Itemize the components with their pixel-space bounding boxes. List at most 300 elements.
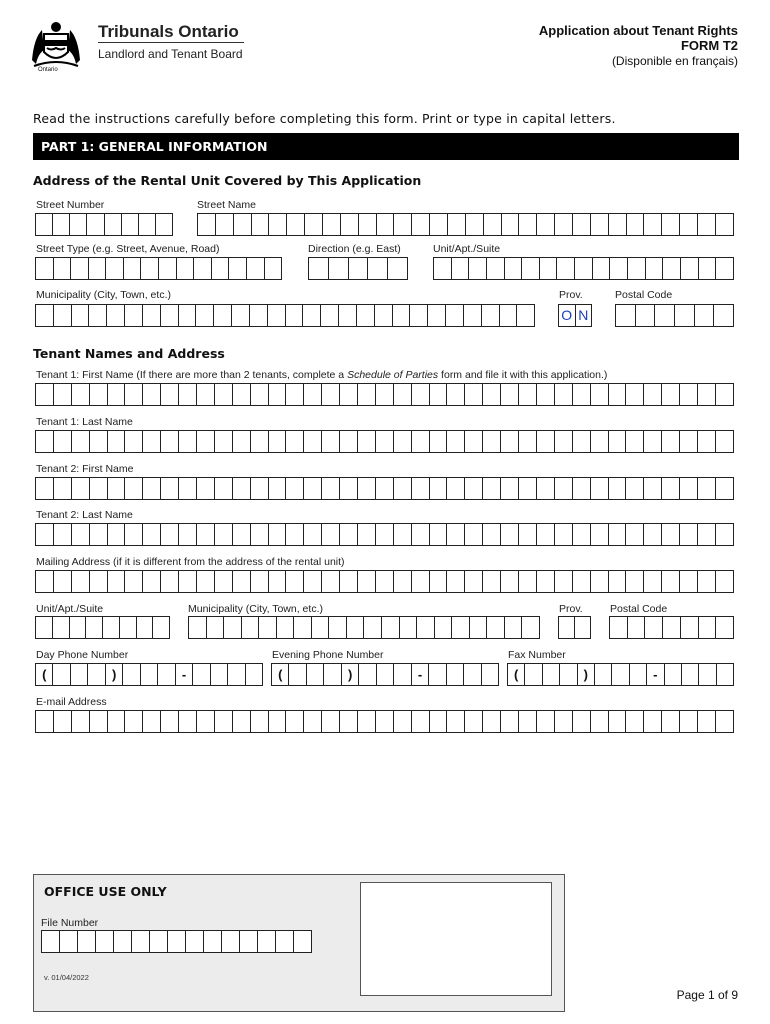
char-box <box>36 571 54 592</box>
char-box <box>430 524 448 545</box>
char-box <box>716 258 733 279</box>
char-box <box>215 571 233 592</box>
char-box <box>376 711 394 732</box>
char-box <box>644 431 662 452</box>
char-box <box>537 571 555 592</box>
char-box <box>72 478 90 499</box>
char-box <box>322 431 340 452</box>
char-box: ) <box>342 664 359 685</box>
char-box <box>89 258 107 279</box>
char-box <box>90 571 108 592</box>
char-box <box>304 571 322 592</box>
char-box <box>251 384 269 405</box>
office-stamp-box <box>360 882 552 996</box>
char-box <box>161 305 179 326</box>
char-box <box>487 617 505 638</box>
char-box <box>212 258 230 279</box>
char-box <box>630 664 647 685</box>
fax-field[interactable] <box>507 663 734 686</box>
char-box <box>349 258 369 279</box>
char-box <box>251 711 269 732</box>
char-box <box>717 664 733 685</box>
char-box <box>699 258 717 279</box>
char-box <box>340 524 358 545</box>
char-box <box>103 617 120 638</box>
char-box <box>655 305 675 326</box>
char-box <box>276 931 294 952</box>
char-box <box>359 214 377 235</box>
char-box <box>575 258 593 279</box>
char-box <box>322 384 340 405</box>
char-box <box>412 431 430 452</box>
char-box <box>430 431 448 452</box>
char-box <box>90 524 108 545</box>
char-box <box>120 617 137 638</box>
char-box <box>161 431 179 452</box>
tenant1-last-name-label: Tenant 1: Last Name <box>36 416 133 428</box>
char-box <box>324 664 341 685</box>
char-box <box>484 214 502 235</box>
char-box <box>153 617 169 638</box>
char-box <box>72 711 90 732</box>
char-box <box>269 384 287 405</box>
char-box <box>644 711 662 732</box>
char-box <box>251 524 269 545</box>
day-phone-label: Day Phone Number <box>36 649 129 661</box>
char-box <box>277 617 295 638</box>
char-box <box>54 258 72 279</box>
fax-label: Fax Number <box>508 649 566 661</box>
char-box <box>322 571 340 592</box>
char-box <box>222 931 240 952</box>
char-box <box>269 214 287 235</box>
char-box <box>72 524 90 545</box>
char-box <box>501 711 519 732</box>
char-box <box>250 305 268 326</box>
char-box <box>555 524 573 545</box>
char-box <box>501 571 519 592</box>
char-box <box>446 305 464 326</box>
char-box <box>233 571 251 592</box>
char-box <box>90 711 108 732</box>
char-box <box>215 431 233 452</box>
char-box <box>286 571 304 592</box>
char-box <box>522 617 539 638</box>
char-box <box>525 664 542 685</box>
char-box <box>229 258 247 279</box>
char-box <box>626 571 644 592</box>
char-box <box>186 931 204 952</box>
char-box <box>286 524 304 545</box>
char-box <box>168 931 186 952</box>
char-box <box>106 258 124 279</box>
tenant1-last-name-field[interactable] <box>35 430 734 453</box>
char-box <box>447 664 464 685</box>
char-box <box>699 664 716 685</box>
char-box <box>447 431 465 452</box>
char-box <box>716 711 733 732</box>
char-box <box>268 305 286 326</box>
rental-address-heading: Address of the Rental Unit Covered by This Application <box>33 173 422 188</box>
char-box <box>505 617 523 638</box>
char-box <box>716 384 733 405</box>
tenant1-first-name-field[interactable] <box>35 383 734 406</box>
char-box <box>519 384 537 405</box>
char-box <box>591 478 609 499</box>
tenant-section-heading: Tenant Names and Address <box>33 346 225 361</box>
char-box <box>304 524 322 545</box>
char-box <box>610 617 628 638</box>
char-box <box>242 617 260 638</box>
char-box <box>482 664 498 685</box>
char-box <box>559 617 575 638</box>
char-box <box>125 431 143 452</box>
char-box <box>179 478 197 499</box>
tenant1-first-name-label: Tenant 1: First Name (If there are more than 2 tenants, complete a Schedule of Parties form and file it with this application.) <box>36 369 608 381</box>
char-box <box>412 384 430 405</box>
char-box <box>347 617 365 638</box>
char-box <box>609 478 627 499</box>
char-box <box>394 478 412 499</box>
char-box <box>662 524 680 545</box>
char-box <box>141 664 158 685</box>
org-divider <box>98 42 244 43</box>
char-box <box>211 664 228 685</box>
char-box <box>70 214 87 235</box>
file-number-field[interactable] <box>41 930 312 953</box>
char-box <box>197 571 215 592</box>
char-box <box>322 524 340 545</box>
unit-label: Unit/Apt./Suite <box>433 243 501 255</box>
char-box <box>70 617 87 638</box>
char-box <box>252 214 270 235</box>
char-box <box>179 571 197 592</box>
char-box <box>156 214 172 235</box>
char-box <box>502 214 520 235</box>
char-box <box>388 258 407 279</box>
char-box <box>161 571 179 592</box>
unit-field[interactable] <box>433 257 734 280</box>
street-type-label: Street Type (e.g. Street, Avenue, Road) <box>36 243 220 255</box>
char-box <box>573 214 591 235</box>
mailing-municipality-field[interactable] <box>188 616 540 639</box>
char-box <box>304 384 322 405</box>
char-box <box>412 524 430 545</box>
char-box <box>246 664 262 685</box>
char-box <box>591 384 609 405</box>
char-box <box>663 617 681 638</box>
char-box <box>716 524 733 545</box>
char-box <box>269 478 287 499</box>
char-box <box>537 214 555 235</box>
char-box <box>716 214 733 235</box>
char-box <box>158 664 175 685</box>
char-box <box>197 478 215 499</box>
char-box <box>90 384 108 405</box>
mailing-postal-code-label: Postal Code <box>610 603 668 615</box>
char-box <box>228 664 245 685</box>
char-box <box>644 571 662 592</box>
char-box <box>680 431 698 452</box>
street-name-field[interactable] <box>197 213 734 236</box>
char-box <box>329 258 349 279</box>
mailing-address-field[interactable] <box>35 570 734 593</box>
tenant2-last-name-field[interactable] <box>35 523 734 546</box>
char-box <box>286 431 304 452</box>
mailing-address-label: Mailing Address (if it is different from the address of the rental unit) <box>36 556 345 568</box>
char-box <box>36 214 53 235</box>
postal-code-field[interactable] <box>615 304 734 327</box>
char-box <box>189 617 207 638</box>
char-box <box>699 617 717 638</box>
char-box: - <box>647 664 664 685</box>
direction-label: Direction (e.g. East) <box>308 243 401 255</box>
char-box <box>469 258 487 279</box>
char-box <box>340 431 358 452</box>
char-box <box>251 478 269 499</box>
char-box <box>108 478 126 499</box>
char-box <box>108 711 126 732</box>
char-box <box>114 931 132 952</box>
char-box <box>537 384 555 405</box>
char-box <box>72 305 90 326</box>
char-box <box>644 478 662 499</box>
char-box <box>72 431 90 452</box>
char-box <box>197 431 215 452</box>
char-box <box>105 214 122 235</box>
char-box <box>54 711 72 732</box>
char-box <box>394 214 412 235</box>
char-box <box>519 571 537 592</box>
char-box <box>122 214 139 235</box>
email-field[interactable] <box>35 710 734 733</box>
tenant2-first-name-label: Tenant 2: First Name <box>36 463 134 475</box>
char-box <box>358 478 376 499</box>
char-box <box>339 305 357 326</box>
char-box <box>557 258 575 279</box>
char-box <box>412 214 430 235</box>
char-box <box>54 431 72 452</box>
char-box <box>141 258 159 279</box>
char-box <box>53 664 70 685</box>
char-box <box>412 478 430 499</box>
char-box <box>680 384 698 405</box>
char-box <box>86 617 103 638</box>
char-box <box>143 571 161 592</box>
postal-code-label: Postal Code <box>615 289 673 301</box>
mailing-unit-field[interactable] <box>35 616 170 639</box>
street-number-field[interactable] <box>35 213 173 236</box>
municipality-field[interactable] <box>35 304 535 327</box>
day-phone-field[interactable] <box>35 663 263 686</box>
email-label: E-mail Address <box>36 696 107 708</box>
char-box <box>108 524 126 545</box>
char-box <box>123 664 140 685</box>
prov-letter: N <box>578 307 589 323</box>
char-box <box>358 571 376 592</box>
char-box: ( <box>36 664 53 685</box>
char-box <box>555 384 573 405</box>
char-box <box>610 258 628 279</box>
char-box <box>680 711 698 732</box>
char-box <box>304 431 322 452</box>
char-box <box>193 664 210 685</box>
char-box <box>289 664 306 685</box>
direction-field[interactable] <box>308 257 408 280</box>
prov-label: Prov. <box>559 289 583 301</box>
char-box <box>359 664 376 685</box>
char-box <box>143 524 161 545</box>
char-box <box>698 431 716 452</box>
char-box <box>555 431 573 452</box>
char-box <box>259 617 277 638</box>
municipality-label: Municipality (City, Town, etc.) <box>36 289 171 301</box>
char-box <box>716 617 733 638</box>
char-box <box>540 258 558 279</box>
char-box <box>465 571 483 592</box>
char-box <box>269 524 287 545</box>
char-box: ( <box>272 664 289 685</box>
char-box <box>150 931 168 952</box>
char-box <box>108 571 126 592</box>
char-box <box>96 931 114 952</box>
char-box <box>616 305 636 326</box>
char-box <box>161 478 179 499</box>
char-box <box>377 664 394 685</box>
char-box <box>417 617 435 638</box>
char-box <box>143 711 161 732</box>
char-box <box>519 711 537 732</box>
char-box <box>645 617 663 638</box>
mailing-municipality-label: Municipality (City, Town, etc.) <box>188 603 323 615</box>
char-box <box>483 711 501 732</box>
char-box <box>400 617 418 638</box>
char-box <box>286 711 304 732</box>
char-box <box>636 305 656 326</box>
char-box <box>194 258 212 279</box>
street-type-field[interactable] <box>35 257 282 280</box>
char-box <box>143 431 161 452</box>
char-box <box>612 664 629 685</box>
file-number-label: File Number <box>41 917 99 929</box>
mailing-postal-code-field[interactable] <box>609 616 734 639</box>
office-use-title: OFFICE USE ONLY <box>44 884 167 899</box>
char-box <box>452 617 470 638</box>
char-box <box>177 258 195 279</box>
char-box <box>71 258 89 279</box>
char-box <box>465 711 483 732</box>
char-box <box>591 711 609 732</box>
char-box <box>358 431 376 452</box>
char-box <box>143 305 161 326</box>
char-box: ) <box>106 664 123 685</box>
char-box <box>312 617 330 638</box>
char-box <box>197 384 215 405</box>
prov-field[interactable] <box>558 304 592 327</box>
char-box <box>161 711 179 732</box>
char-box <box>322 478 340 499</box>
char-box <box>394 664 411 685</box>
char-box <box>89 305 107 326</box>
char-box <box>573 431 591 452</box>
char-box <box>36 617 53 638</box>
char-box <box>233 524 251 545</box>
char-box <box>665 664 682 685</box>
char-box <box>698 711 716 732</box>
char-box <box>483 431 501 452</box>
char-box <box>662 711 680 732</box>
char-box <box>179 384 197 405</box>
char-box <box>609 431 627 452</box>
char-box <box>555 214 573 235</box>
street-number-label: Street Number <box>36 199 105 211</box>
char-box: - <box>412 664 429 685</box>
char-box <box>430 214 448 235</box>
char-box <box>265 258 282 279</box>
char-box <box>501 431 519 452</box>
char-box <box>368 258 388 279</box>
char-box <box>716 431 733 452</box>
char-box <box>464 664 481 685</box>
char-box: ) <box>578 664 595 685</box>
char-box <box>197 524 215 545</box>
char-box <box>609 384 627 405</box>
char-box <box>161 524 179 545</box>
char-box <box>376 478 394 499</box>
char-box <box>465 478 483 499</box>
char-box <box>309 258 329 279</box>
char-box <box>591 571 609 592</box>
char-box <box>125 711 143 732</box>
char-box <box>716 571 733 592</box>
char-box <box>464 305 482 326</box>
char-box <box>42 931 60 952</box>
char-box <box>247 258 265 279</box>
char-box <box>644 214 662 235</box>
char-box <box>240 931 258 952</box>
char-box <box>215 384 233 405</box>
char-box <box>215 524 233 545</box>
char-box: - <box>176 664 193 685</box>
char-box <box>714 305 733 326</box>
char-box <box>36 431 54 452</box>
board-name: Landlord and Tenant Board <box>98 47 243 61</box>
char-box <box>573 571 591 592</box>
instructions-text: Read the instructions carefully before completing this form. Print or type in capital letters. <box>33 111 616 126</box>
char-box <box>447 524 465 545</box>
mailing-prov-field[interactable] <box>558 616 591 639</box>
char-box <box>394 524 412 545</box>
char-box <box>394 431 412 452</box>
char-box <box>501 524 519 545</box>
evening-phone-field[interactable] <box>271 663 499 686</box>
char-box <box>626 384 644 405</box>
char-box <box>376 571 394 592</box>
char-box: ( <box>508 664 525 685</box>
char-box <box>124 258 142 279</box>
char-box <box>216 214 234 235</box>
char-box <box>430 711 448 732</box>
char-box <box>179 305 197 326</box>
char-box <box>287 214 305 235</box>
tenant2-first-name-field[interactable] <box>35 477 734 500</box>
char-box <box>36 305 54 326</box>
char-box <box>36 711 54 732</box>
char-box <box>466 214 484 235</box>
char-box <box>412 711 430 732</box>
char-box <box>662 571 680 592</box>
char-box <box>430 478 448 499</box>
